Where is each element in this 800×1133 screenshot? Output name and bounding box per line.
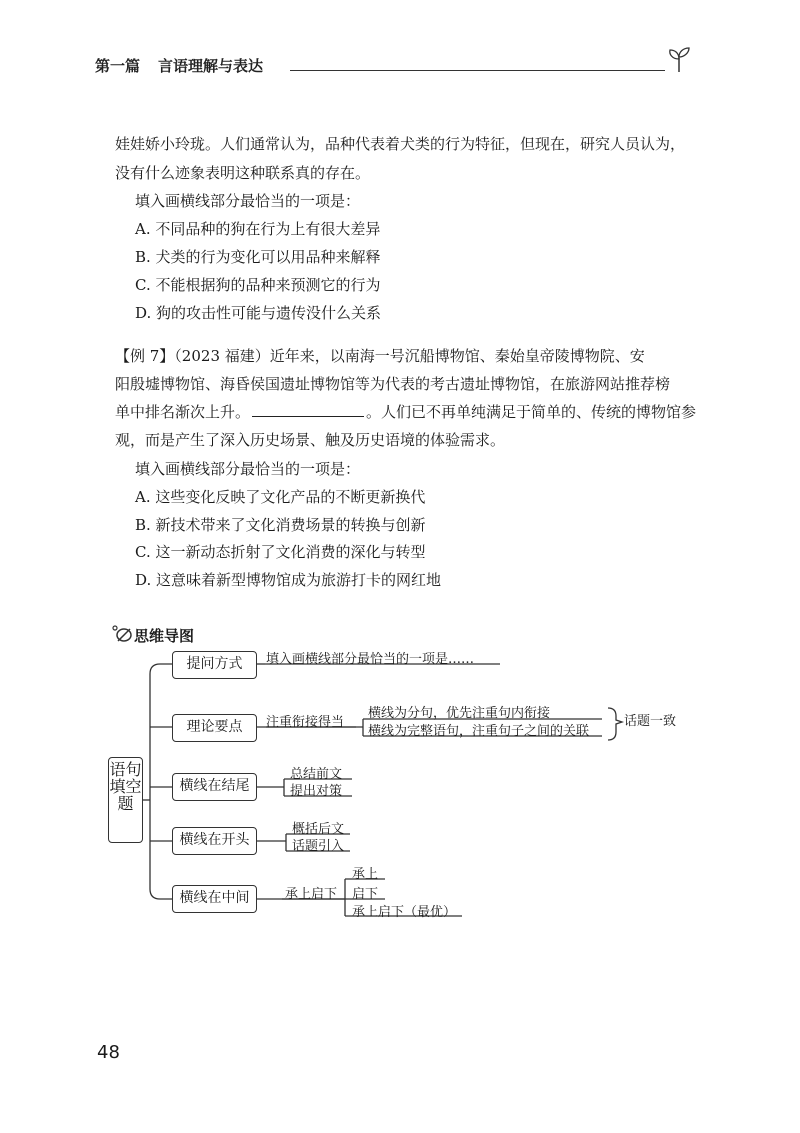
- n5-sub: 承上启下: [285, 887, 338, 902]
- page-number: 48: [97, 1042, 120, 1063]
- n5-leaf-b: 启下: [352, 887, 379, 902]
- q6-prompt: 填入画横线部分最恰当的一项是：: [135, 192, 361, 210]
- q6-option-b: B. 犬类的行为变化可以用品种来解释: [135, 248, 381, 266]
- node-blank-in-middle: 横线在中间: [172, 885, 257, 913]
- q6-option-c: C. 不能根据狗的品种来预测它的行为: [135, 276, 381, 294]
- node-theory-points: 理论要点: [172, 714, 257, 742]
- node-blank-at-start: 横线在开头: [172, 827, 257, 855]
- n3-leaf-b: 提出对策: [290, 784, 343, 799]
- n2-leaf-b: 横线为完整语句，注重句子之间的关联: [368, 724, 590, 739]
- q7-line-3-end: 。人们已不再单纯满足于简单的、传统的博物馆参: [366, 403, 697, 421]
- n4-leaf-a: 概括后文: [292, 822, 345, 837]
- n5-leaf-a: 承上: [352, 867, 379, 882]
- q7-prompt: 填入画横线部分最恰当的一项是：: [135, 460, 361, 478]
- n2-leaf-a: 横线为分句，优先注重句内衔接: [368, 706, 551, 721]
- header-part: 第一篇: [95, 57, 141, 75]
- q7-option-a: A. 这些变化反映了文化产品的不断更新换代: [135, 488, 426, 506]
- q7-option-c: C. 这一新动态折射了文化消费的深化与转型: [135, 543, 426, 561]
- q7-option-d: D. 这意味着新型博物馆成为旅游打卡的网红地: [135, 571, 442, 589]
- q7-option-b: B. 新技术带来了文化消费场景的转换与创新: [135, 516, 426, 534]
- header-title: 言语理解与表达: [158, 57, 264, 75]
- n3-leaf-a: 总结前文: [290, 767, 343, 782]
- mindmap-root: 语句填空题: [108, 757, 143, 843]
- q7-line-4: 观，而是产生了深入历史场景、触及历史语境的体验需求。: [115, 431, 506, 449]
- q6-line-2: 没有什么迹象表明这种联系真的存在。: [115, 164, 371, 182]
- q7-line-2: 阳殷墟博物馆、海昏侯国遗址博物馆等为代表的考古遗址博物馆，在旅游网站推荐榜: [115, 375, 671, 393]
- n4-leaf-b: 话题引入: [292, 839, 345, 854]
- q7-line-1: 【例 7】（2023 福建）近年来，以南海一号沉船博物馆、秦始皇帝陵博物院、安: [115, 347, 645, 365]
- node-question-form: 提问方式: [172, 651, 257, 679]
- q7-line-3-start: 单中排名渐次上升。: [115, 403, 251, 421]
- n1-detail: 填入画横线部分最恰当的一项是……: [266, 652, 475, 667]
- n2-sub: 注重衔接得当: [266, 715, 345, 730]
- mindmap-title: 思维导图: [134, 627, 195, 645]
- n2-topic-consistent: 话题一致: [624, 714, 677, 729]
- n5-leaf-c: 承上启下（最优）: [352, 905, 457, 920]
- node-blank-at-end: 横线在结尾: [172, 773, 257, 801]
- q6-option-d: D. 狗的攻击性可能与遗传没什么关系: [135, 304, 382, 322]
- q6-line-1: 娃娃娇小玲珑。人们通常认为，品种代表着犬类的行为特征，但现在，研究人员认为，: [115, 135, 686, 153]
- q6-option-a: A. 不同品种的狗在行为上有很大差异: [135, 220, 381, 238]
